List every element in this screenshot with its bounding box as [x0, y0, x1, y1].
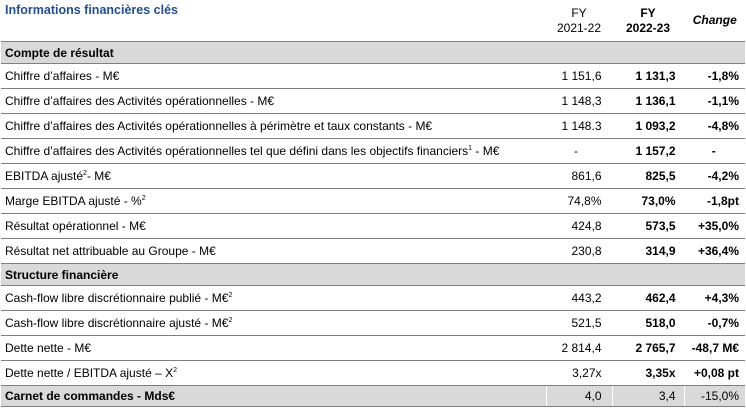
section-header — [1, 42, 745, 64]
cell-fy2022-23: 1 131,3 — [612, 64, 684, 89]
table-row — [1, 286, 745, 311]
footnote-marker: 2 — [83, 170, 87, 177]
row-label — [1, 89, 546, 114]
cell-fy2022-23: 462,4 — [612, 286, 684, 311]
cell-fy2021-22: 1 151,6 — [546, 64, 612, 89]
cell-fy2021-22: 1 148.3 — [546, 114, 612, 139]
cell-fy2022-23: 1 157,2 — [612, 139, 684, 164]
cell-fy2021-22: 424,8 — [546, 214, 612, 239]
cell-change: - — [684, 139, 745, 164]
col-header-fy-label: FY — [571, 5, 587, 20]
cell-fy2021-22: 2 814,4 — [546, 336, 612, 361]
row-label-suffix: - M€ — [472, 144, 500, 158]
row-label — [1, 139, 546, 164]
row-label-text: Dette nette - M€ — [5, 341, 92, 355]
col-header-fy2022-23 — [612, 0, 684, 42]
cell-change: -15,0% — [684, 386, 745, 407]
table-header-row — [1, 0, 745, 42]
cell-change: -4,2% — [684, 164, 745, 189]
cell-fy2021-22: - — [546, 139, 612, 164]
table-row — [1, 189, 745, 214]
row-label-text: Chiffre d’affaires des Activités opérationnelles - M€ — [5, 94, 275, 108]
cell-change: -1,8pt — [684, 189, 745, 214]
section-title: Structure financière — [1, 264, 745, 286]
cell-fy2022-23: 1 136,1 — [612, 89, 684, 114]
cell-fy2021-22: 861,6 — [546, 164, 612, 189]
row-label-text: Résultat opérationnel - M€ — [5, 219, 146, 233]
table-row — [1, 239, 745, 264]
row-label-text: Dette nette / EBITDA ajusté – X — [5, 366, 174, 380]
cell-change: -0,7% — [684, 311, 745, 336]
cell-fy2021-22: 4,0 — [546, 386, 612, 407]
cell-fy2021-22: 3,27x — [546, 361, 612, 386]
row-label-text: Marge EBITDA ajusté - % — [5, 194, 142, 208]
table-row — [1, 114, 745, 139]
cell-fy2021-22: 1 148,3 — [546, 89, 612, 114]
row-label — [1, 286, 546, 311]
row-label — [1, 214, 546, 239]
table-row — [1, 336, 745, 361]
table-row — [1, 64, 745, 89]
table-row — [1, 164, 745, 189]
table-row-order-backlog — [1, 386, 745, 407]
row-label — [1, 311, 546, 336]
cell-fy2022-23: 518,0 — [612, 311, 684, 336]
section-title: Compte de résultat — [1, 42, 745, 64]
col-header-fy-label: FY — [640, 5, 656, 20]
row-label — [1, 239, 546, 264]
row-label — [1, 189, 546, 214]
col-header-change: Change — [684, 0, 745, 42]
cell-change: +35,0% — [684, 214, 745, 239]
cell-fy2022-23: 314,9 — [612, 239, 684, 264]
table-title: Informations financières clés — [1, 0, 546, 42]
row-label-text: Chiffre d’affaires - M€ — [5, 69, 120, 83]
cell-fy2021-22: 443,2 — [546, 286, 612, 311]
row-label-suffix: - M€ — [86, 169, 111, 183]
row-label-text: Chiffre d’affaires des Activités opérationnelles à périmètre et taux constants - M€ — [5, 119, 433, 133]
row-label-text: Cash-flow libre discrétionnaire ajusté - M€ — [5, 316, 229, 330]
footnote-marker: 2 — [228, 317, 233, 324]
cell-change: -1,8% — [684, 64, 745, 89]
row-label — [1, 336, 546, 361]
cell-change: -4,8% — [684, 114, 745, 139]
row-label — [1, 114, 546, 139]
cell-fy2021-22: 74,8% — [546, 189, 612, 214]
cell-fy2022-23: 1 093,2 — [612, 114, 684, 139]
row-label: Carnet de commandes - Mds€ — [1, 386, 546, 407]
cell-change: +0,08 pt — [684, 361, 745, 386]
table-row — [1, 139, 745, 164]
table-row — [1, 311, 745, 336]
footnote-marker: 2 — [228, 292, 233, 299]
row-label — [1, 361, 546, 386]
row-label-text: EBITDA ajusté — [5, 169, 84, 183]
cell-fy2022-23: 73,0% — [612, 189, 684, 214]
table-row — [1, 214, 745, 239]
cell-change: +36,4% — [684, 239, 745, 264]
footnote-marker: 1 — [468, 145, 473, 152]
cell-fy2022-23: 573,5 — [612, 214, 684, 239]
cell-fy2022-23: 3,4 — [612, 386, 684, 407]
table-row — [1, 361, 745, 386]
cell-change: -1,1% — [684, 89, 745, 114]
col-header-year-label: 2022-23 — [625, 20, 671, 35]
cell-fy2021-22: 230,8 — [546, 239, 612, 264]
cell-change: -48,7 M€ — [684, 336, 745, 361]
financial-table — [1, 0, 745, 407]
row-label-text: Résultat net attribuable au Groupe - M€ — [5, 244, 216, 258]
cell-fy2021-22: 521,5 — [546, 311, 612, 336]
footnote-marker: 2 — [173, 367, 177, 374]
row-label — [1, 64, 546, 89]
cell-fy2022-23: 825,5 — [612, 164, 684, 189]
col-header-year-label: 2021-22 — [556, 20, 602, 35]
cell-fy2022-23: 2 765,7 — [612, 336, 684, 361]
table-row — [1, 89, 745, 114]
row-label-text: Chiffre d’affaires des Activités opérationnelles tel que défini dans les objectifs financiers — [5, 144, 469, 158]
section-header — [1, 264, 745, 286]
cell-change: +4,3% — [684, 286, 745, 311]
cell-fy2022-23: 3,35x — [612, 361, 684, 386]
row-label-text: Cash-flow libre discrétionnaire publié - M€ — [5, 291, 229, 305]
footnote-marker: 2 — [141, 195, 146, 202]
row-label — [1, 164, 546, 189]
col-header-fy2021-22 — [546, 0, 612, 42]
